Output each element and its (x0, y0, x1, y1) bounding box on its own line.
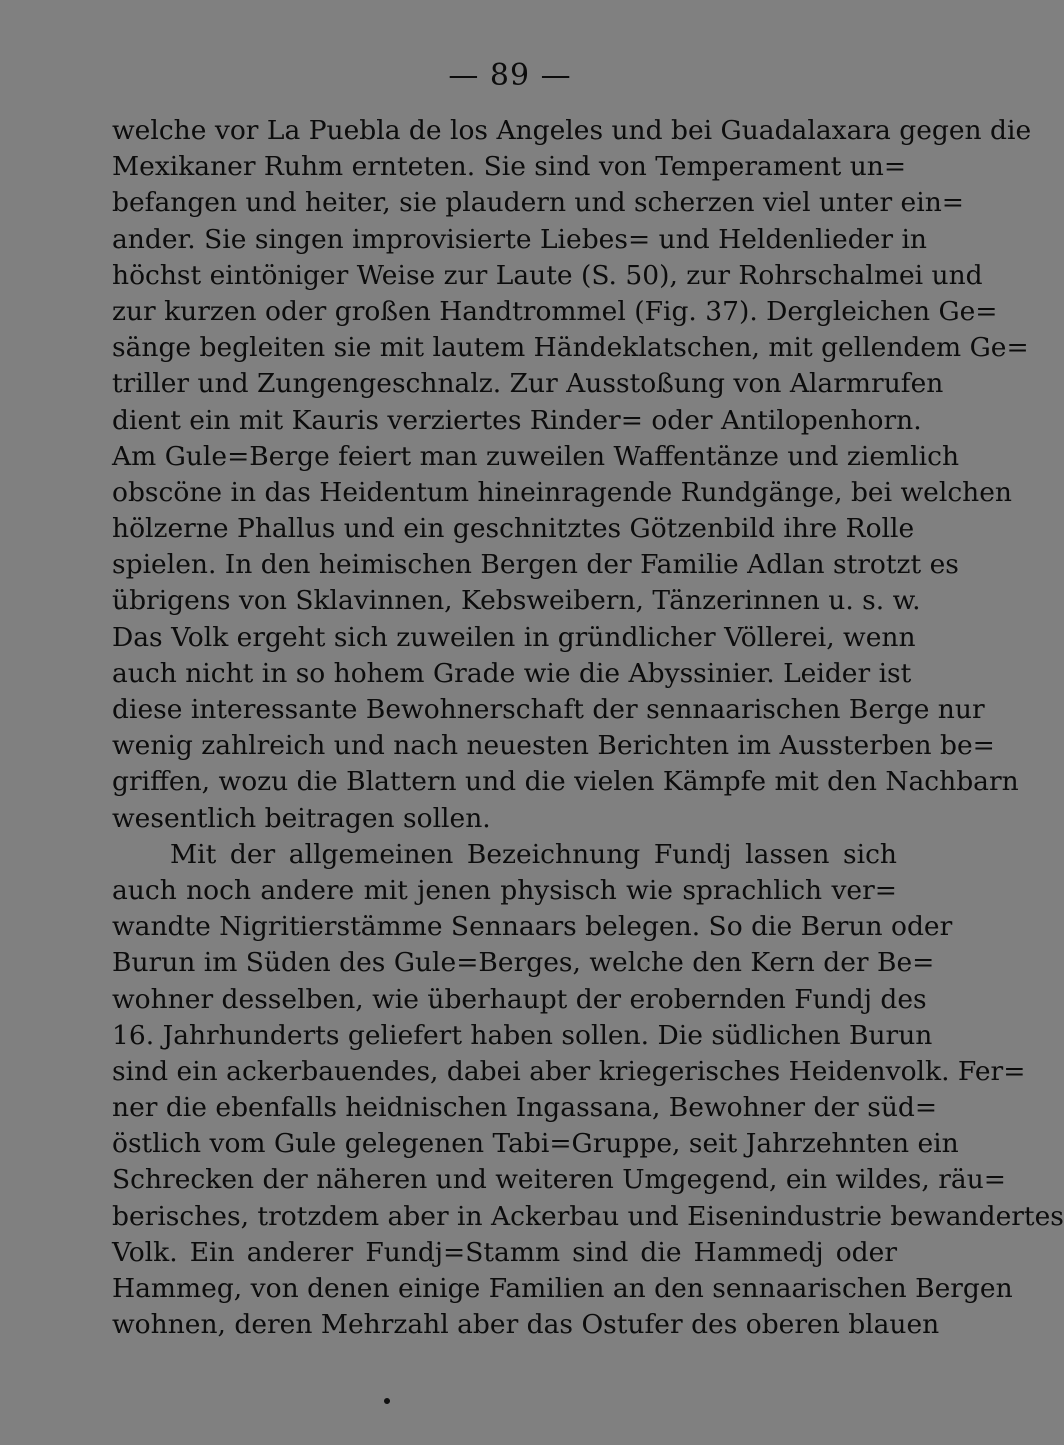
text-line: wohner desselben, wie überhaupt der erobernden Fundj des (112, 983, 927, 1015)
text-line: auch nicht in so hohem Grade wie die Abyssinier. Leider ist (112, 657, 912, 689)
text-line: 16. Jahrhunderts geliefert haben sollen. Die südlichen Burun (112, 1019, 933, 1051)
text-line: welche vor La Puebla de los Angeles und bei Guadalaxara gegen die (112, 115, 1032, 146)
text-line: dient ein mit Kauris verziertes Rinder= oder Antilopenhorn. (112, 404, 922, 436)
text-line: östlich vom Gule gelegenen Tabi=Gruppe, seit Jahrzehnten ein (112, 1128, 959, 1160)
text-line: höchst eintöniger Weise zur Laute (S. 50), zur Rohrschalmei und (112, 259, 983, 291)
text-line: hölzerne Phallus und ein geschnitztes Götzenbild ihre Rolle (112, 513, 915, 545)
paragraph-end-line: wesentlich beitragen sollen. (112, 802, 491, 834)
text-line: ander. Sie singen improvisierte Liebes= und Heldenlieder in (112, 223, 927, 255)
text-line: Volk. Ein anderer Fundj=Stamm sind die Hammedj oder (112, 1236, 897, 1268)
text-line: diese interessante Bewohnerschaft der sennaarischen Berge nur (112, 694, 985, 725)
text-line: sänge begleiten sie mit lautem Händeklatschen, mit gellendem Ge= (112, 332, 1029, 364)
text-line: spielen. In den heimischen Bergen der Familie Adlan strotzt es (112, 549, 959, 581)
text-line: Burun im Süden des Gule=Berges, welche den Kern der Be= (112, 947, 935, 979)
text-line: Am Gule=Berge feiert man zuweilen Waffentänze und ziemlich (112, 440, 960, 472)
text-line: wenig zahlreich und nach neuesten Berichten im Aussterben be= (112, 730, 995, 762)
text-line: triller und Zungengeschnalz. Zur Ausstoßung von Alarmrufen (112, 368, 944, 400)
body-text (112, 113, 1064, 1343)
text-line: wandte Nigritierstämme Sennaars belegen. So die Berun oder (112, 911, 953, 943)
text-line: übrigens von Sklavinnen, Kebsweibern, Tänzerinnen u. s. w. (112, 585, 921, 617)
text-line: wohnen, deren Mehrzahl aber das Ostufer des oberen blauen (112, 1309, 940, 1341)
text-line: Hammeg, von denen einige Familien an den sennaarischen Bergen (112, 1273, 1013, 1304)
paragraph-start-line: Mit der allgemeinen Bezeichnung Fundj lassen sich (170, 838, 897, 870)
text-line: griffen, wozu die Blattern und die vielen Kämpfe mit den Nachbarn (112, 766, 1019, 798)
page-number: — 89 — (448, 58, 572, 93)
text-line: auch noch andere mit jenen physisch wie sprachlich ver= (112, 874, 897, 906)
text-line: Das Volk ergeht sich zuweilen in gründlicher Völlerei, wenn (112, 621, 916, 653)
text-line: zur kurzen oder großen Handtrommel (Fig. 37). Dergleichen Ge= (112, 295, 998, 327)
text-line: befangen und heiter, sie plaudern und scherzen viel unter ein= (112, 187, 964, 219)
text-line: berisches, trotzdem aber in Ackerbau und Eisenindustrie bewandertes (112, 1200, 1064, 1232)
text-line: Schrecken der näheren und weiteren Umgegend, ein wildes, räu= (112, 1164, 1006, 1196)
text-line: obscöne in das Heidentum hineinragende Rundgänge, bei welchen (112, 476, 1012, 508)
text-line: sind ein ackerbauendes, dabei aber kriegerisches Heidenvolk. Fer= (112, 1055, 1026, 1087)
text-line: Mexikaner Ruhm ernteten. Sie sind von Temperament un= (112, 151, 907, 183)
ink-speck (383, 1397, 391, 1405)
text-line: ner die ebenfalls heidnischen Ingassana, Bewohner der süd= (112, 1092, 938, 1124)
